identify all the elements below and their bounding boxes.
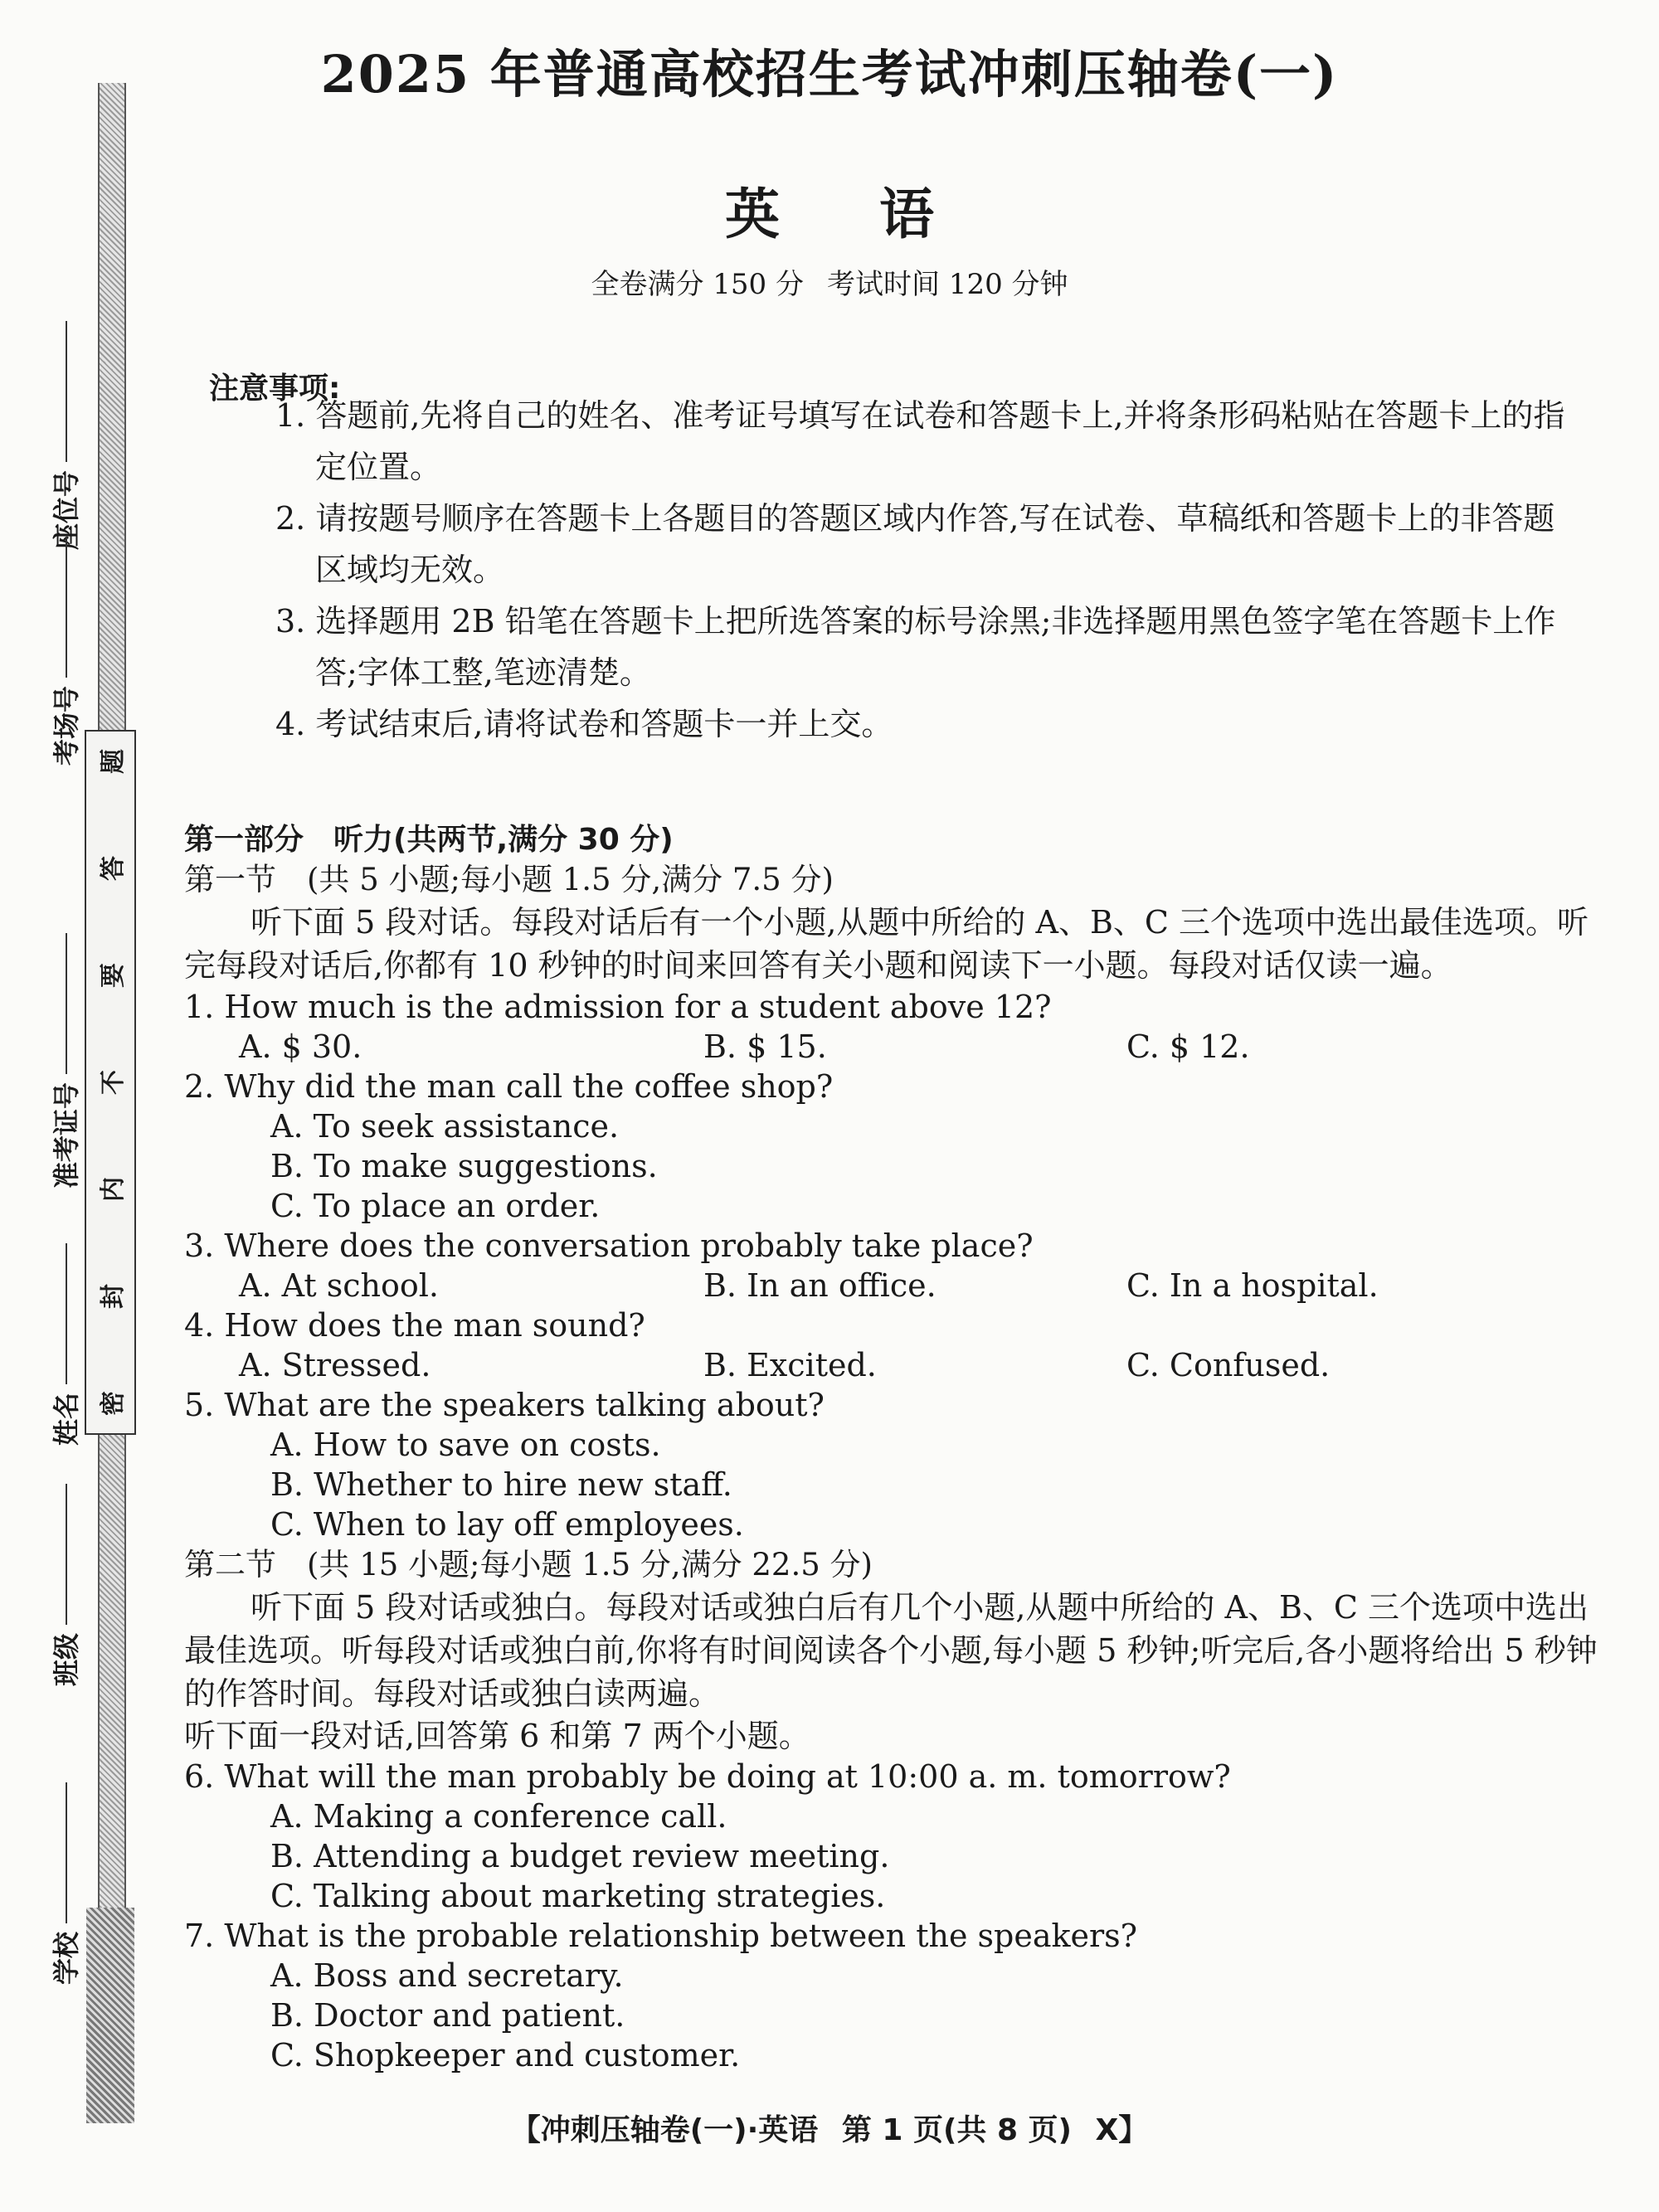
question-stem: 4. How does the man sound? [184,1307,645,1344]
listening-part [184,821,1619,2075]
seal-char: 密 [99,1391,128,1416]
option-row [184,1266,1619,1305]
part-title: 第一部分 听力(共两节,满分 30 分) [184,823,674,857]
name-field [46,1243,84,1446]
binding-strip-bottom [86,1908,134,2123]
option-b: B. Attending a budget review meeting. [270,1838,890,1874]
option-row [184,1345,1619,1385]
exam-duration: 考试时间 120 分钟 [827,268,1068,301]
notice-list [275,390,1586,750]
option-c: C. Talking about marketing strategies. [270,1878,886,1914]
section-instructions: 听下面 5 段对话或独白。每段对话或独白后有几个小题,从题中所给的 A、B、C 三个选项中选出最佳选项。听每段对话或独白前,你将有时间阅读各个小题,每小题 5 秒钟;听完后,各小题将给出 5 秒钟的作答时间。每段对话或独白读两遍。 [184,1589,1598,1712]
notice-item: 4. 考试结束后,请将试卷和答题卡一并上交。 [275,706,893,742]
class-label: 班级 [51,1632,82,1686]
section-title: 第一节 (共 5 小题;每小题 1.5 分,满分 7.5 分) [184,862,834,897]
notice-heading: 注意事项: [209,372,341,406]
option-c: C. To place an order. [270,1188,601,1224]
question-stem: 1. How much is the admission for a student above 12? [184,989,1052,1025]
score-info [0,261,1659,302]
option-row [184,1027,1619,1067]
seal-char: 内 [99,1177,128,1202]
option-b: B. Whether to hire new staff. [270,1466,732,1503]
question-stem: 7. What is the probable relationship between the speakers? [184,1918,1138,1954]
footer-mark: X】 [1095,2113,1149,2147]
option-b: B. To make suggestions. [270,1148,658,1184]
option-a: A. How to save on costs. [270,1427,661,1463]
question-stem: 6. What will the man probably be doing at 10:00 a. m. tomorrow? [184,1758,1231,1795]
name-line [62,1243,67,1384]
exam-room-line [62,537,67,678]
subject-char: 英 [725,182,780,246]
admission-number-label: 准考证号 [51,1082,82,1189]
exam-title: 2025 年普通高校招生考试冲刺压轴卷(一) [320,44,1339,105]
seal-char: 题 [99,749,128,774]
seat-number-line [62,321,67,462]
admission-number-line [62,933,67,1074]
option-a: A. At school. [239,1267,439,1304]
option-c: C. When to lay off employees. [270,1506,744,1543]
option-a: A. Boss and secretary. [270,1957,624,1994]
seat-number-field [46,321,84,550]
subject-char: 语 [879,182,934,246]
school-line [62,1782,67,1923]
option-c: C. In a hospital. [1126,1267,1379,1304]
question-stem: 3. Where does the conversation probably take place? [184,1228,1034,1264]
footer-page-number: 第 1 页(共 8 页) [841,2113,1072,2147]
admission-number-field [46,933,84,1189]
subject-title [0,170,1659,249]
seal-char: 封 [99,1284,128,1309]
school-label: 学校 [51,1931,82,1985]
option-list [184,1796,1619,1916]
seat-number-label: 座位号 [51,469,82,550]
exam-room-label: 考场号 [51,685,82,766]
class-line [62,1484,67,1625]
page-footer [0,2107,1659,2149]
notice-item: 3. 选择题用 2B 铅笔在答题卡上把所选答案的标号涂黑;非选择题用黑色签字笔在答题卡上作答;字体工整,笔迹清楚。 [275,603,1556,691]
name-label: 姓名 [51,1392,82,1446]
seal-char: 答 [99,856,128,881]
seal-line-box [85,730,136,1435]
option-list [184,1956,1619,2075]
option-a: A. To seek assistance. [270,1108,620,1145]
seal-char: 不 [99,1070,128,1095]
option-list [184,1106,1619,1226]
exam-room-field [46,537,84,766]
question-stem: 5. What are the speakers talking about? [184,1387,825,1423]
school-field [46,1782,84,1985]
option-b: B. $ 15. [703,1028,827,1065]
option-b: B. Excited. [703,1347,877,1383]
option-c: C. Shopkeeper and customer. [270,2037,741,2073]
class-field [46,1484,84,1686]
option-b: B. In an office. [703,1267,937,1304]
option-a: A. Making a conference call. [270,1798,727,1835]
option-a: A. Stressed. [239,1347,431,1383]
notice-item: 1. 答题前,先将自己的姓名、准考证号填写在试卷和答题卡上,并将条形码粘贴在答题卡上的指定位置。 [275,397,1565,485]
full-score: 全卷满分 150 分 [591,268,804,301]
footer-series: 【冲刺压轴卷(一)·英语 [510,2113,819,2147]
section-instructions: 听下面 5 段对话。每段对话后有一个小题,从题中所给的 A、B、C 三个选项中选出最佳选项。听完每段对话后,你都有 10 秒钟的时间来回答有关小题和阅读下一小题。每段对话仅读一遍。 [184,904,1589,984]
option-c: C. Confused. [1126,1347,1331,1383]
notice-item: 2. 请按题号顺序在答题卡上各题目的答题区域内作答,写在试卷、草稿纸和答题卡上的非答题区域均无效。 [275,500,1555,588]
question-stem: 2. Why did the man call the coffee shop? [184,1068,834,1105]
option-list [184,1425,1619,1544]
option-c: C. $ 12. [1126,1028,1250,1065]
dialogue-instruction: 听下面一段对话,回答第 6 和第 7 两个小题。 [184,1718,810,1754]
option-a: A. $ 30. [239,1028,362,1065]
seal-char: 要 [99,963,128,988]
section-title: 第二节 (共 15 小题;每小题 1.5 分,满分 22.5 分) [184,1547,873,1582]
option-b: B. Doctor and patient. [270,1997,625,2034]
